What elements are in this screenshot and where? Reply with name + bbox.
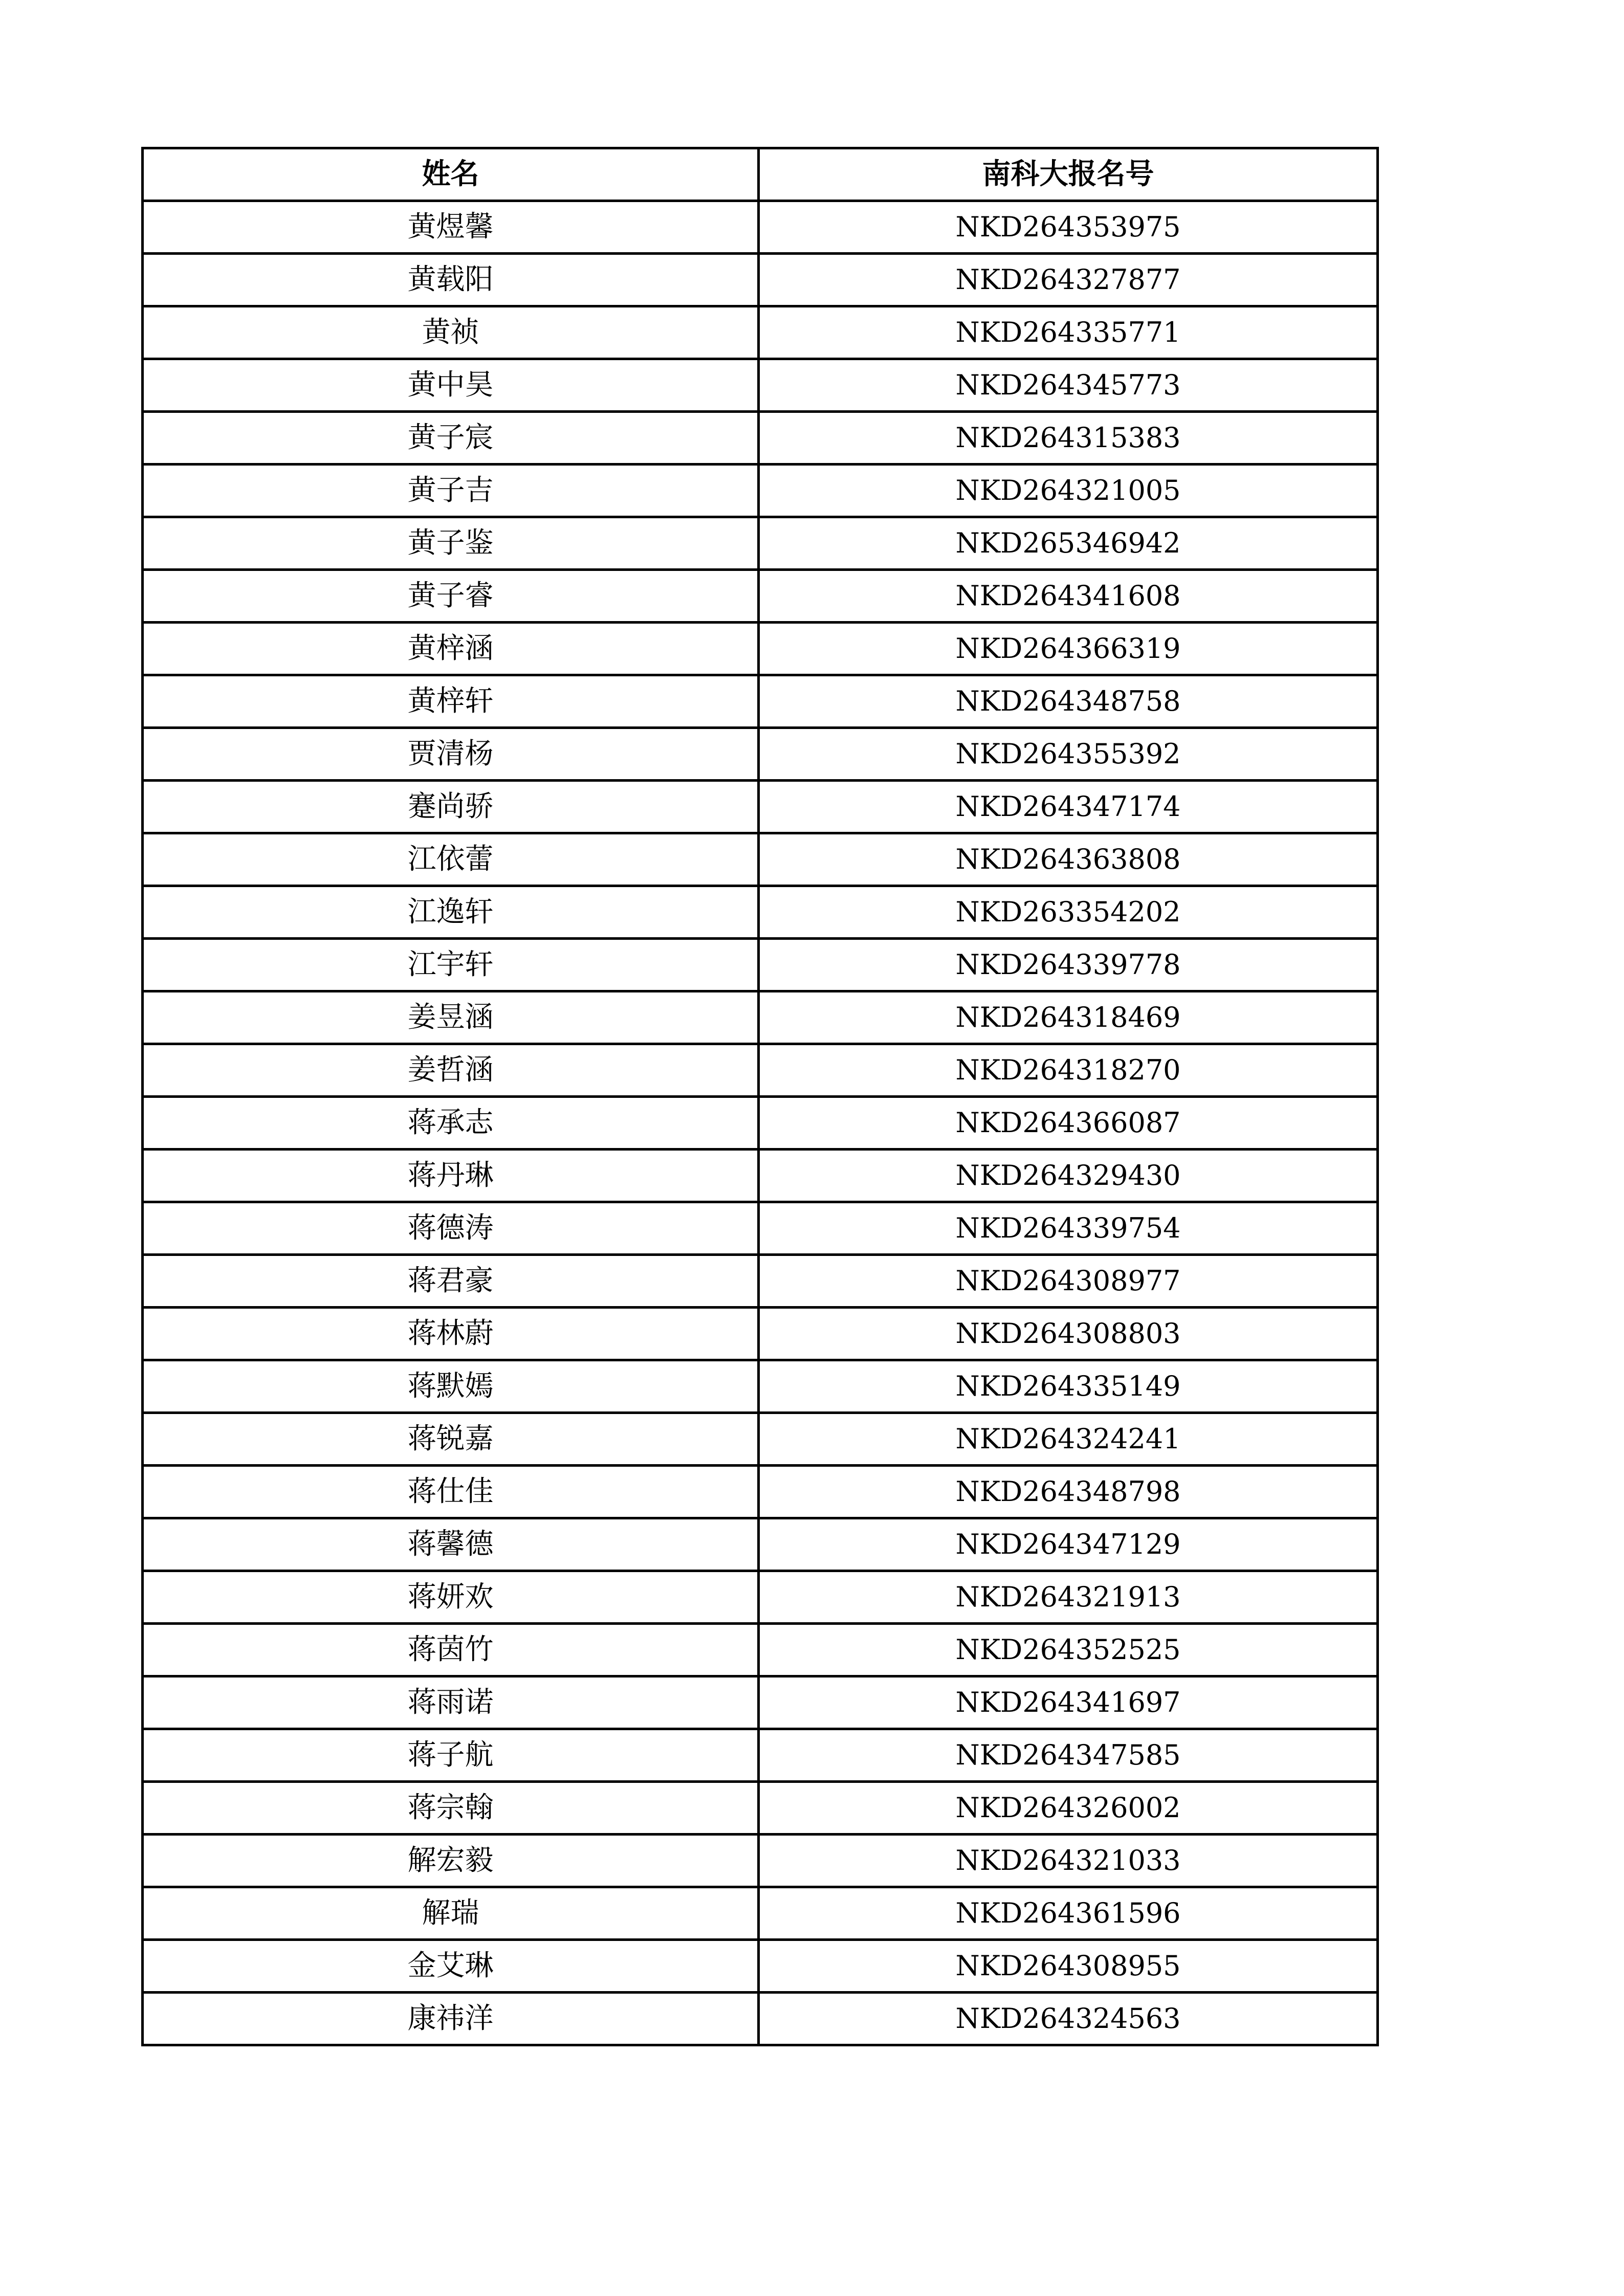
- registration-number-cell: NKD264352525: [759, 1624, 1378, 1676]
- registration-number-cell: NKD264347585: [759, 1729, 1378, 1782]
- registration-number-cell: NKD264308955: [759, 1940, 1378, 1993]
- registration-number-cell: NKD265346942: [759, 517, 1378, 570]
- name-cell: 黄子吉: [143, 465, 759, 517]
- table-row: [143, 1044, 1378, 1097]
- header-registration-number: 南科大报名号: [759, 148, 1378, 201]
- header-row: [143, 148, 1378, 201]
- name-cell: 蒋馨德: [143, 1518, 759, 1571]
- name-cell: 黄子鉴: [143, 517, 759, 570]
- table-row: [143, 1835, 1378, 1887]
- name-cell: 黄梓涵: [143, 623, 759, 675]
- table-row: [143, 306, 1378, 359]
- table-row: [143, 359, 1378, 412]
- table-row: [143, 1571, 1378, 1624]
- table-row: [143, 1782, 1378, 1835]
- registration-number-cell: NKD264348758: [759, 675, 1378, 728]
- registration-number-cell: NKD263354202: [759, 886, 1378, 939]
- table-row: [143, 1729, 1378, 1782]
- registration-number-cell: NKD264347174: [759, 781, 1378, 833]
- name-cell: 蒋雨诺: [143, 1676, 759, 1729]
- registration-number-cell: NKD264324241: [759, 1413, 1378, 1466]
- name-cell: 解宏毅: [143, 1835, 759, 1887]
- table-row: [143, 412, 1378, 465]
- name-cell: 江宇轩: [143, 939, 759, 991]
- name-cell: 蒋丹琳: [143, 1150, 759, 1202]
- table-row: [143, 728, 1378, 781]
- registration-table: [141, 147, 1379, 2046]
- table-row: [143, 675, 1378, 728]
- registration-number-cell: NKD264308977: [759, 1255, 1378, 1308]
- name-cell: 贾清杨: [143, 728, 759, 781]
- table-row: [143, 781, 1378, 833]
- name-cell: 黄梓轩: [143, 675, 759, 728]
- registration-number-cell: NKD264353975: [759, 201, 1378, 254]
- registration-number-cell: NKD264339754: [759, 1202, 1378, 1255]
- registration-number-cell: NKD264345773: [759, 359, 1378, 412]
- registration-number-cell: NKD264366319: [759, 623, 1378, 675]
- table-row: [143, 1993, 1378, 2045]
- name-cell: 蒋妍欢: [143, 1571, 759, 1624]
- registration-number-cell: NKD264315383: [759, 412, 1378, 465]
- name-cell: 蒋仕佳: [143, 1466, 759, 1518]
- name-cell: 黄子睿: [143, 570, 759, 623]
- table-row: [143, 465, 1378, 517]
- table-row: [143, 1413, 1378, 1466]
- name-cell: 康祎洋: [143, 1993, 759, 2045]
- table-row: [143, 1308, 1378, 1360]
- registration-number-cell: NKD264341697: [759, 1676, 1378, 1729]
- name-cell: 黄子宸: [143, 412, 759, 465]
- table-row: [143, 517, 1378, 570]
- table-row: [143, 939, 1378, 991]
- name-cell: 金艾琳: [143, 1940, 759, 1993]
- name-cell: 蒋锐嘉: [143, 1413, 759, 1466]
- name-cell: 黄祯: [143, 306, 759, 359]
- name-cell: 黄载阳: [143, 254, 759, 306]
- registration-number-cell: NKD264318270: [759, 1044, 1378, 1097]
- name-cell: 黄中昊: [143, 359, 759, 412]
- name-cell: 黄煜馨: [143, 201, 759, 254]
- registration-number-cell: NKD264321033: [759, 1835, 1378, 1887]
- registration-number-cell: NKD264321005: [759, 465, 1378, 517]
- name-cell: 江逸轩: [143, 886, 759, 939]
- registration-number-cell: NKD264363808: [759, 833, 1378, 886]
- registration-number-cell: NKD264308803: [759, 1308, 1378, 1360]
- name-cell: 蒋承志: [143, 1097, 759, 1150]
- table-row: [143, 1887, 1378, 1940]
- registration-number-cell: NKD264335149: [759, 1360, 1378, 1413]
- table-row: [143, 1676, 1378, 1729]
- table-row: [143, 1360, 1378, 1413]
- table-row: [143, 1150, 1378, 1202]
- name-cell: 蒋德涛: [143, 1202, 759, 1255]
- registration-number-cell: NKD264339778: [759, 939, 1378, 991]
- name-cell: 蹇尚骄: [143, 781, 759, 833]
- name-cell: 蒋君豪: [143, 1255, 759, 1308]
- table-row: [143, 201, 1378, 254]
- registration-number-cell: NKD264341608: [759, 570, 1378, 623]
- table-body: [143, 201, 1378, 2045]
- registration-number-cell: NKD264355392: [759, 728, 1378, 781]
- registration-number-cell: NKD264347129: [759, 1518, 1378, 1571]
- header-name: 姓名: [143, 148, 759, 201]
- registration-number-cell: NKD264361596: [759, 1887, 1378, 1940]
- name-cell: 蒋子航: [143, 1729, 759, 1782]
- table-row: [143, 886, 1378, 939]
- table-row: [143, 1940, 1378, 1993]
- table-row: [143, 833, 1378, 886]
- registration-number-cell: NKD264327877: [759, 254, 1378, 306]
- registration-number-cell: NKD264321913: [759, 1571, 1378, 1624]
- name-cell: 蒋茵竹: [143, 1624, 759, 1676]
- table-row: [143, 623, 1378, 675]
- name-cell: 蒋林蔚: [143, 1308, 759, 1360]
- table-row: [143, 1466, 1378, 1518]
- table-row: [143, 254, 1378, 306]
- registration-number-cell: NKD264335771: [759, 306, 1378, 359]
- registration-number-cell: NKD264326002: [759, 1782, 1378, 1835]
- registration-number-cell: NKD264329430: [759, 1150, 1378, 1202]
- name-cell: 蒋宗翰: [143, 1782, 759, 1835]
- registration-number-cell: NKD264318469: [759, 991, 1378, 1044]
- name-cell: 解瑞: [143, 1887, 759, 1940]
- table-row: [143, 1255, 1378, 1308]
- name-cell: 江依蕾: [143, 833, 759, 886]
- name-cell: 姜哲涵: [143, 1044, 759, 1097]
- table-row: [143, 1518, 1378, 1571]
- table-row: [143, 570, 1378, 623]
- registration-number-cell: NKD264348798: [759, 1466, 1378, 1518]
- name-cell: 姜昱涵: [143, 991, 759, 1044]
- name-cell: 蒋默嫣: [143, 1360, 759, 1413]
- table-row: [143, 1202, 1378, 1255]
- registration-number-cell: NKD264324563: [759, 1993, 1378, 2045]
- table-row: [143, 1624, 1378, 1676]
- registration-number-cell: NKD264366087: [759, 1097, 1378, 1150]
- table-row: [143, 991, 1378, 1044]
- table-row: [143, 1097, 1378, 1150]
